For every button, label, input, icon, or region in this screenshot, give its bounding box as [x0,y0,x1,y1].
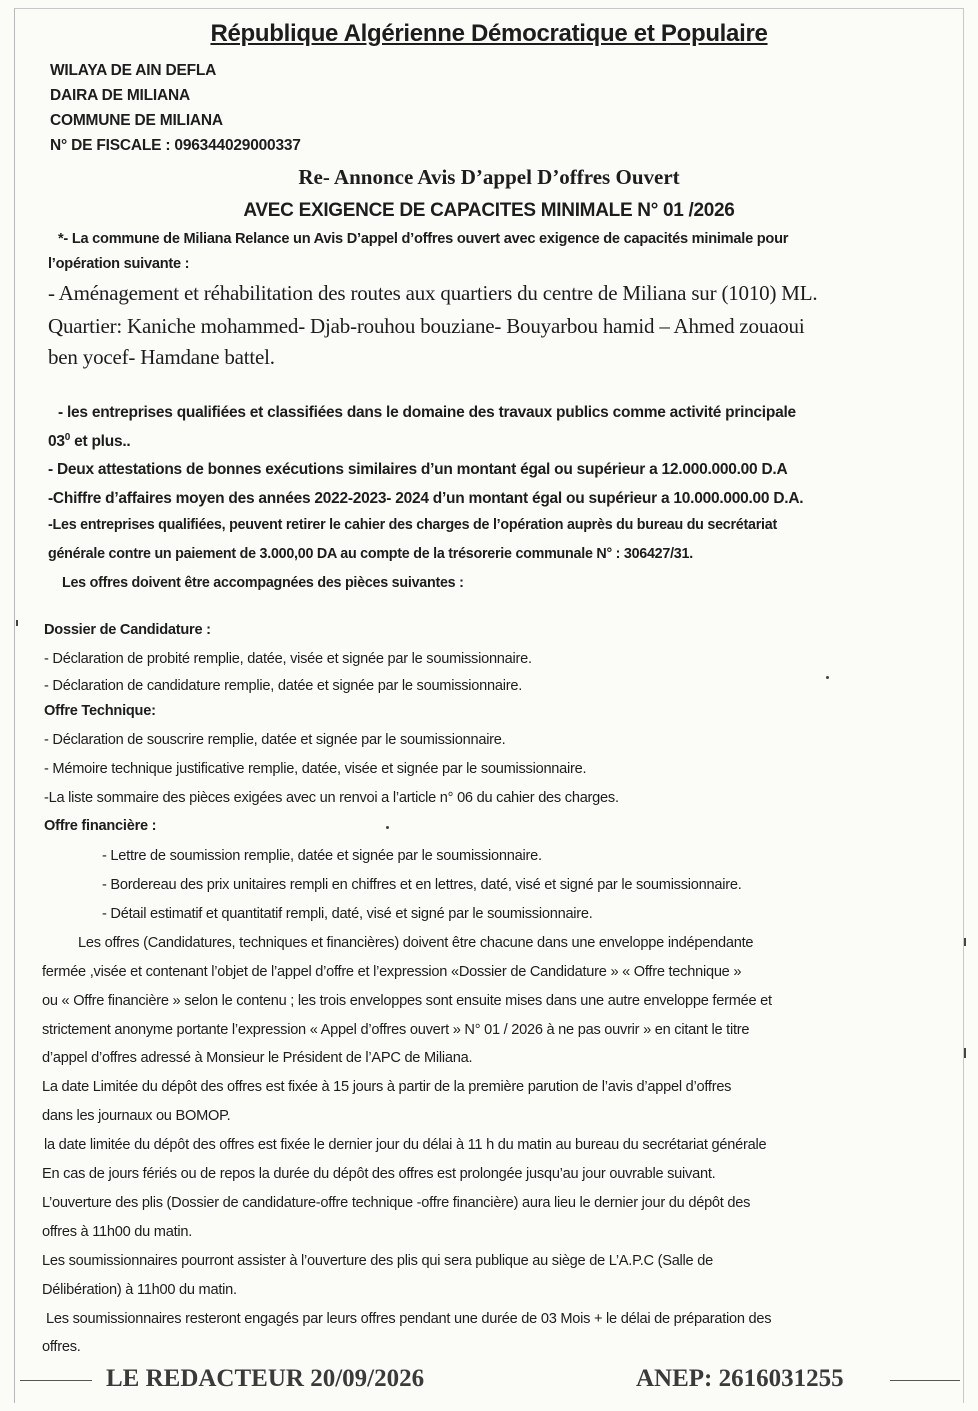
financiere-item-2: - Bordereau des prix unitaires rempli en chiffres et en lettres, daté, visé et signé par le soumissionnaire. [102,877,742,893]
condition-classification-grade [48,432,130,451]
scan-speck [826,676,829,679]
condition-classification: - les entreprises qualifiées et classifiées dans le domaine des travaux publics comme activité principale [58,404,796,421]
technique-item-3: -La liste sommaire des pièces exigées avec un renvoi a l’article n° 06 du cahier des charges. [44,790,619,806]
body-line-14: Les soumissionnaires resteront engagés par leurs offres pendant une durée de 03 Mois + le délai de préparation des [46,1311,772,1327]
announcement-title: Re- Annonce Avis D’appel D’offres Ouvert [298,165,680,189]
wilaya-line: WILAYA DE AIN DEFLA [50,62,217,79]
operation-line-3: ben yocef- Hamdane battel. [48,345,275,369]
grade-suffix: et plus.. [70,433,131,451]
country-title: République Algérienne Démocratique et Populaire [210,20,768,47]
body-line-15: offres. [42,1339,81,1355]
body-line-5: d’appel d’offres adressé à Monsieur le Président de l’APC de Miliana. [42,1050,473,1066]
scan-speck [964,1048,966,1058]
redacteur-date: LE REDACTEUR 20/09/2026 [106,1365,425,1392]
financiere-item-3: - Détail estimatif et quantitatif rempli, daté, visé et signé par le soumissionnaire. [102,906,593,922]
operation-line-1: - Aménagement et réhabilitation des routes aux quartiers du centre de Miliana sur (1010) ML. [48,281,818,305]
dossier-item-1: - Déclaration de probité remplie, datée, visée et signée par le soumissionnaire. [44,651,532,667]
operation-line-2: Quartier: Kaniche mohammed- Djab-rouhou bouziane- Bouyarbou hamid – Ahmed zouaoui [48,314,805,338]
commune-line: COMMUNE DE MILIANA [50,112,223,129]
technique-item-1: - Déclaration de souscrire remplie, datée et signée par le soumissionnaire. [44,732,506,748]
intro-line-1: *- La commune de Miliana Relance un Avis D’appel d’offres ouvert avec exigence de capacités minimale pour [58,231,789,247]
grade-number: 03 [48,433,65,451]
body-line-4: strictement anonyme portante l’expression « Appel d’offres ouvert » N° 01 / 2026 à ne pas ouvrir » en citant le titre [42,1022,750,1038]
body-line-11: offres à 11h00 du matin. [42,1224,193,1240]
financiere-item-1: - Lettre de soumission remplie, datée et signée par le soumissionnaire. [102,848,542,864]
body-line-3: ou « Offre financière » selon le contenu ; les trois enveloppes sont ensuite mises dans une autre enveloppe fermée et [42,993,772,1009]
body-line-6: La date Limitée du dépôt des offres est fixée à 15 jours à partir de la première parution de l’avis d’appel d’offres [42,1079,732,1095]
financiere-title: Offre financière : [44,818,157,834]
body-line-8: la date limitée du dépôt des offres est fixée le dernier jour du délai à 11 h du matin au bureau du secrétariat générale [44,1137,767,1153]
condition-cahier-line-2: générale contre un paiement de 3.000,00 DA au compte de la trésorerie communale N° : 306427/31. [48,546,693,562]
condition-cahier-line-1: -Les entreprises qualifiées, peuvent retirer le cahier des charges de l’opération auprès du bureau du secrétariat [48,517,777,533]
body-line-9: En cas de jours fériés ou de repos la durée du dépôt des offres est prolongée jusqu’au jour ouvrable suivant. [42,1166,716,1182]
condition-turnover: -Chiffre d’affaires moyen des années 2022-2023- 2024 d’un montant égal ou supérieur a 10.000.000.00 D.A. [48,490,804,507]
scan-speck [964,938,966,946]
body-line-12: Les soumissionnaires pourront assister à l’ouverture des plis qui sera publique au siège de L’A.P.C (Salle de [42,1253,713,1269]
condition-attestations: - Deux attestations de bonnes exécutions similaires d’un montant égal ou supérieur a 12.000.000.00 D.A [48,461,788,478]
intro-line-2: l’opération suivante : [48,256,190,272]
body-line-2: fermée ,visée et contenant l’objet de l’appel d’offre et l’expression «Dossier de Candidature » « Offre technique » [42,964,742,980]
scan-speck [386,826,389,829]
body-line-7: dans les journaux ou BOMOP. [42,1108,231,1124]
footer-divider-left [20,1380,92,1381]
body-line-13: Délibération) à 11h00 du matin. [42,1282,237,1298]
body-line-10: L’ouverture des plis (Dossier de candidature-offre technique -offre financière) aura lieu le dernier jour du dépôt des [42,1195,751,1211]
fiscal-number: N° DE FISCALE : 096344029000337 [50,137,301,154]
technique-item-2: - Mémoire technique justificative remplie, datée, visée et signée par le soumissionnaire. [44,761,587,777]
footer-divider-right [890,1380,960,1381]
technique-title: Offre Technique: [44,703,156,719]
grade-superscript: 0 [64,432,71,443]
pieces-intro: Les offres doivent être accompagnées des pièces suivantes : [62,575,464,591]
anep-reference: ANEP: 2616031255 [636,1365,844,1392]
scan-speck [16,620,18,626]
dossier-item-2: - Déclaration de candidature remplie, datée et signée par le soumissionnaire. [44,678,523,694]
dossier-title: Dossier de Candidature : [44,622,211,638]
body-line-1: Les offres (Candidatures, techniques et financières) doivent être chacune dans une enveloppe indépendante [78,935,754,951]
announcement-subtitle: AVEC EXIGENCE DE CAPACITES MINIMALE N° 01 /2026 [243,200,735,221]
daira-line: DAIRA DE MILIANA [50,87,191,104]
